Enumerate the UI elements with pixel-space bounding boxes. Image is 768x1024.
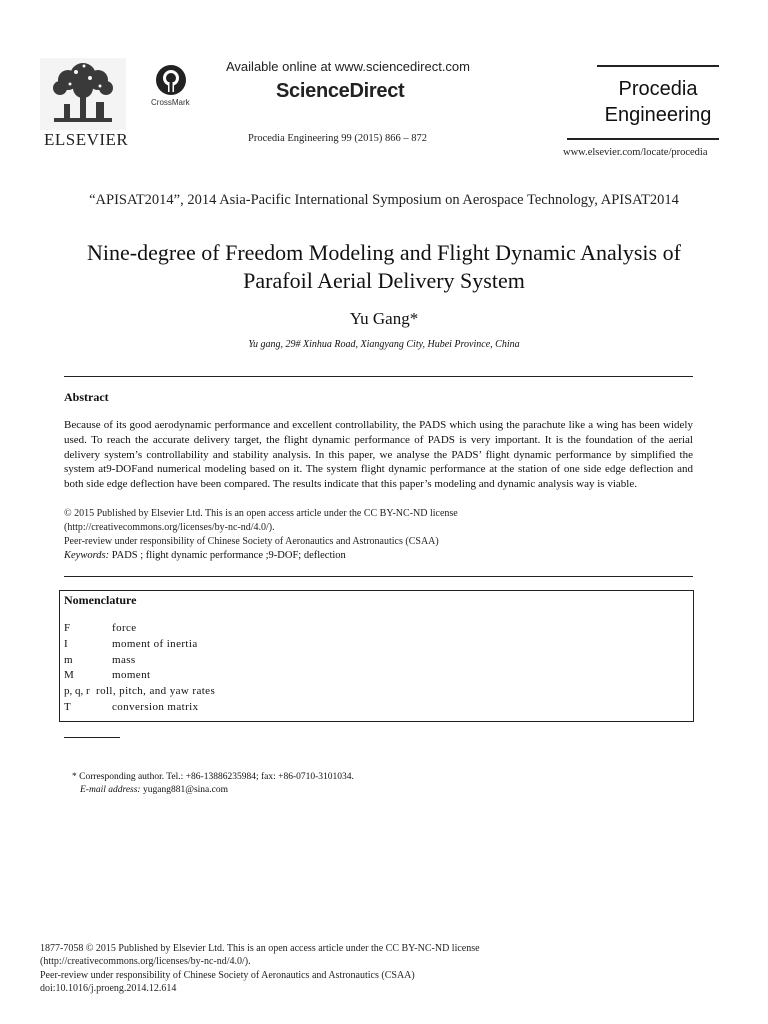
email-value[interactable]: yugang881@sina.com xyxy=(140,785,228,795)
nomenclature-row xyxy=(64,654,664,669)
abstract-heading: Abstract xyxy=(64,390,109,404)
nomenclature-definition: force xyxy=(112,622,137,634)
nomenclature-row xyxy=(64,701,664,716)
available-online-text[interactable]: Available online at www.sciencedirect.com xyxy=(226,59,470,74)
conference-name: “APISAT2014”, 2014 Asia-Pacific International Symposium on Aerospace Technology, APISAT2014 xyxy=(89,192,679,208)
paper-title: Nine-degree of Freedom Modeling and Flight Dynamic Analysis of Parafoil Aerial Delivery System xyxy=(87,240,681,293)
footer-peer-review: Peer-review under responsibility of Chinese Society of Aeronautics and Astronautics (CSAA) xyxy=(40,969,415,981)
nomenclature-heading: Nomenclature xyxy=(64,593,137,607)
nomenclature-row xyxy=(64,622,664,637)
publisher-wordmark: ELSEVIER xyxy=(44,130,129,149)
elsevier-tree-logo xyxy=(40,58,126,130)
crossmark-label: CrossMark xyxy=(151,98,190,107)
license-notice xyxy=(64,507,458,549)
page-footer xyxy=(40,942,480,995)
journal-name-line1: Procedia xyxy=(618,78,698,100)
license-line-2[interactable]: (http://creativecommons.org/licenses/by-nc-nd/4.0/). xyxy=(64,522,275,533)
abstract-body: Because of its good aerodynamic performance and excellent controllability, the PADS which using the parachute like a wing has been widely used. To reach the accurate delivery target, the flight dynamic performance of PADS is very important. It is the foundation of the aerial delivery system’s controllability and stability analysis. In this paper, we analyse the PADS’ flight dynamic performance by simplified the system at9-DOFand numerical modeling based on it. The system flight dynamic performance at the station of one side edge deflection and both side edge deflection have been compared. The results indicate that this paper’s modeling and dynamic analysis way is viable. xyxy=(64,419,693,491)
nomenclature-row xyxy=(64,638,664,653)
journal-name-line2: Engineering xyxy=(604,104,712,126)
footnote-rule xyxy=(64,737,120,738)
journal-bottom-rule xyxy=(567,138,719,140)
email-label: E-mail address: xyxy=(80,785,141,795)
journal-citation: Procedia Engineering 99 (2015) 866 – 872 xyxy=(248,133,428,144)
nomenclature-symbol: T xyxy=(64,701,71,713)
footer-license-link[interactable]: (http://creativecommons.org/licenses/by-nc-nd/4.0/). xyxy=(40,956,251,968)
author-affiliation: Yu gang, 29# Xinhua Road, Xiangyang City, Hubei Province, China xyxy=(248,339,520,350)
nomenclature-row xyxy=(64,669,664,684)
sciencedirect-logo[interactable]: ScienceDirect xyxy=(276,80,405,102)
nomenclature-symbol: F xyxy=(64,622,71,634)
keywords-label: Keywords: xyxy=(64,550,110,561)
nomenclature-definition: roll, pitch, and yaw rates xyxy=(96,685,216,697)
footer-doi[interactable]: doi:10.1016/j.proeng.2014.12.614 xyxy=(40,982,177,994)
nomenclature-definition: mass xyxy=(112,654,136,666)
nomenclature-symbol: m xyxy=(64,654,73,666)
journal-url-link[interactable]: www.elsevier.com/locate/procedia xyxy=(563,147,708,158)
author-name: Yu Gang* xyxy=(349,309,419,328)
nomenclature-definition: moment of inertia xyxy=(112,638,198,650)
nomenclature-definition: moment xyxy=(112,669,151,681)
corresponding-author-note: * Corresponding author. Tel.: +86-13886235984; fax: +86-0710-3101034. xyxy=(72,772,354,782)
author-email xyxy=(80,785,228,795)
nomenclature-symbol: M xyxy=(64,669,74,681)
crossmark-icon[interactable] xyxy=(155,64,187,96)
abstract-bottom-rule xyxy=(64,576,693,577)
keywords xyxy=(64,550,346,561)
nomenclature-row xyxy=(64,685,664,700)
license-line-1: © 2015 Published by Elsevier Ltd. This is an open access article under the CC BY-NC-ND license xyxy=(64,508,458,519)
nomenclature-symbol: p, q, r xyxy=(64,685,90,697)
abstract-top-rule xyxy=(64,376,693,377)
nomenclature-definition: conversion matrix xyxy=(112,701,199,713)
peer-review-note: Peer-review under responsibility of Chinese Society of Aeronautics and Astronautics (CSAA) xyxy=(64,536,439,547)
keywords-value: PADS ; flight dynamic performance ;9-DOF; deflection xyxy=(109,550,346,561)
journal-top-rule xyxy=(597,65,719,67)
nomenclature-symbol: I xyxy=(64,638,68,650)
footer-issn-license: 1877-7058 © 2015 Published by Elsevier Ltd. This is an open access article under the CC BY-NC-ND license xyxy=(40,943,480,954)
